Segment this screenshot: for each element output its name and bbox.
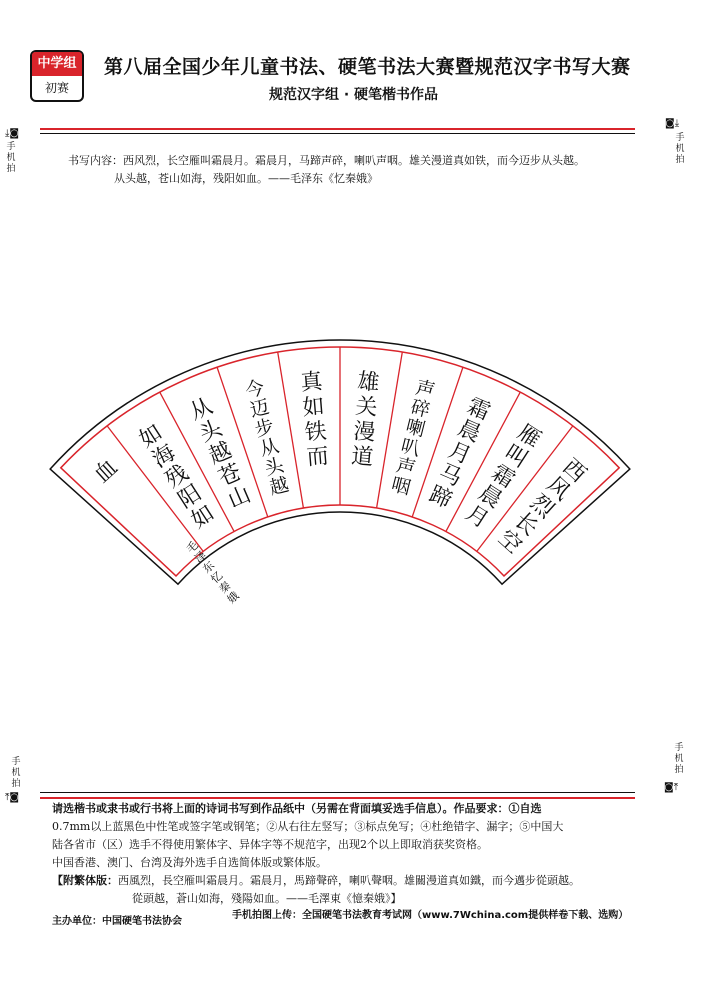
- bottom-red-rule: [40, 797, 635, 799]
- req-line-1: 请选楷书或隶书或行书将上面的诗词书写到作品纸中（另需在背面填妥选手信息）。作品要求：①自选: [52, 802, 542, 815]
- fan-column-char: 道: [350, 444, 375, 471]
- fan-column-char: 烈: [525, 490, 559, 524]
- fan-column-char: 阳: [174, 480, 207, 514]
- badge-group-label: 中学组: [32, 52, 82, 76]
- fan-column-char: 今: [242, 376, 267, 403]
- fan-column-char: 咽: [389, 473, 413, 500]
- fan-column-char: 月: [444, 437, 475, 470]
- fan-column-char: 晨: [454, 415, 485, 448]
- footer-upload-info: 手机拍图上传：全国硬笔书法教育考试网（www.7Wchina.com提供样卷下载、选购）: [232, 910, 629, 921]
- badge-round-label: 初赛: [44, 81, 69, 95]
- fan-column-char: 叭: [398, 434, 423, 461]
- fan-column-char: 残: [161, 460, 194, 494]
- fan-column-char: 马: [434, 459, 466, 492]
- fan-column-char: 风: [541, 472, 575, 506]
- fan-column-char: 空: [493, 525, 527, 559]
- fan-column-char: 如: [135, 420, 168, 453]
- fan-column-char: 关: [354, 394, 379, 421]
- fan-signature-char: 毛: [183, 538, 201, 556]
- fan-column-char: 头: [195, 415, 226, 448]
- fan-signature-char: 秦: [216, 579, 234, 597]
- trad-line-2: 從頭越，蒼山如海，殘陽如血。——毛澤東《憶秦娥》】: [132, 892, 402, 905]
- trad-label: 【附繁体版：: [52, 874, 118, 887]
- fan-column-char: 长: [509, 507, 543, 542]
- left-top-camera-icon: ⤓◙: [5, 128, 20, 139]
- requirements-block: [52, 800, 652, 908]
- page-subtitle: 规范汉字组 · 硬笔楷书作品: [268, 87, 439, 103]
- fan-column-char: 海: [148, 440, 181, 474]
- req-line-4: 中国香港、澳门、台湾及海外选手自选简体版或繁体版。: [52, 856, 327, 869]
- fan-column-char: 声: [393, 454, 418, 481]
- req-line-2: 0.7mm以上蓝黑色中性笔或签字笔或钢笔；②从右往左竖写；③标点免写；④杜绝错字、漏字；⑤中国大: [52, 820, 564, 833]
- fan-column-char: 喇: [403, 415, 428, 442]
- fan-column-char: 霜: [486, 460, 519, 494]
- fan-column-char: 雄: [356, 369, 381, 397]
- fan-column-char: 头: [262, 454, 287, 481]
- content-line-2: 从头越，苍山如海，残阳如血。——毛泽东《忆秦娥》: [114, 172, 378, 185]
- fan-column-char: 叫: [499, 440, 532, 474]
- fan-column-char: 步: [252, 415, 277, 442]
- bottom-black-rule: [40, 792, 635, 793]
- right-top-camera-icon: ◙⤓: [665, 118, 680, 129]
- fan-signature-char: 泽: [192, 548, 209, 566]
- fan-column-char: 碎: [408, 395, 433, 422]
- fan-column-char: 从: [257, 434, 282, 461]
- fan-column-char: 山: [224, 481, 255, 514]
- content-line-1: 西风烈，长空雁叫霜晨月。霜晨月，马蹄声碎，喇叭声咽。雄关漫道真如铁，而今迈步从头越。: [123, 154, 585, 167]
- fan-column-char: 蹄: [425, 481, 456, 514]
- fan-column-char: 雁: [512, 420, 545, 453]
- fan-column-char: 霜: [463, 393, 494, 426]
- right-top-side-mark: 手机拍: [675, 133, 685, 165]
- fan-signature-char: 忆: [208, 568, 226, 587]
- fan-column-char: 西: [557, 454, 591, 488]
- fan-frame: [50, 340, 630, 587]
- footer-organizer: 主办单位：中国硬笔书法协会: [52, 916, 182, 927]
- fan-column-char: 苍: [214, 459, 246, 492]
- fan-column-char: 晨: [473, 480, 506, 514]
- page-title: 第八届全国少年儿童书法、硬笔书法大赛暨规范汉字书写大赛: [104, 56, 631, 78]
- fan-column-char: 真: [299, 369, 324, 397]
- left-bottom-camera-icon: ⤒◙: [5, 792, 20, 803]
- fan-column-char: 从: [186, 393, 217, 426]
- fan-column-char: 血: [89, 454, 123, 489]
- fan-column-char: 声: [413, 376, 438, 403]
- fan-column-char: 月: [460, 500, 493, 534]
- fan-column-char: 越: [205, 437, 236, 470]
- fan-column-char: 如: [187, 500, 220, 534]
- content-label: 书写内容：: [68, 154, 123, 167]
- right-bottom-camera-icon: ◙⤒: [664, 782, 679, 793]
- left-bottom-side-mark: 手机拍: [11, 757, 21, 789]
- fan-column-char: 如: [301, 394, 326, 421]
- trad-line-1: 西風烈，長空雁叫霜晨月。霜晨月，馬蹄聲碎，喇叭聲咽。雄關漫道真如鐵，而今邁步從頭越。: [118, 874, 580, 887]
- fan-column-char: 越: [267, 473, 291, 500]
- req-line-3: 陆各省市（区）选手不得使用繁体字、异体字等不规范字，出现2个以上即取消获奖资格。: [52, 838, 488, 851]
- fan-column-char: 漫: [352, 419, 377, 446]
- right-bottom-side-mark: 手机拍: [674, 743, 684, 775]
- fan-column-char: 铁: [303, 419, 328, 446]
- fan-signature-char: 东: [200, 558, 218, 576]
- fan-signature-char: 娥: [224, 589, 242, 607]
- left-top-side-mark: 手机拍: [6, 142, 16, 174]
- fan-column-char: 而: [305, 444, 330, 471]
- fan-column-char: 迈: [247, 395, 272, 422]
